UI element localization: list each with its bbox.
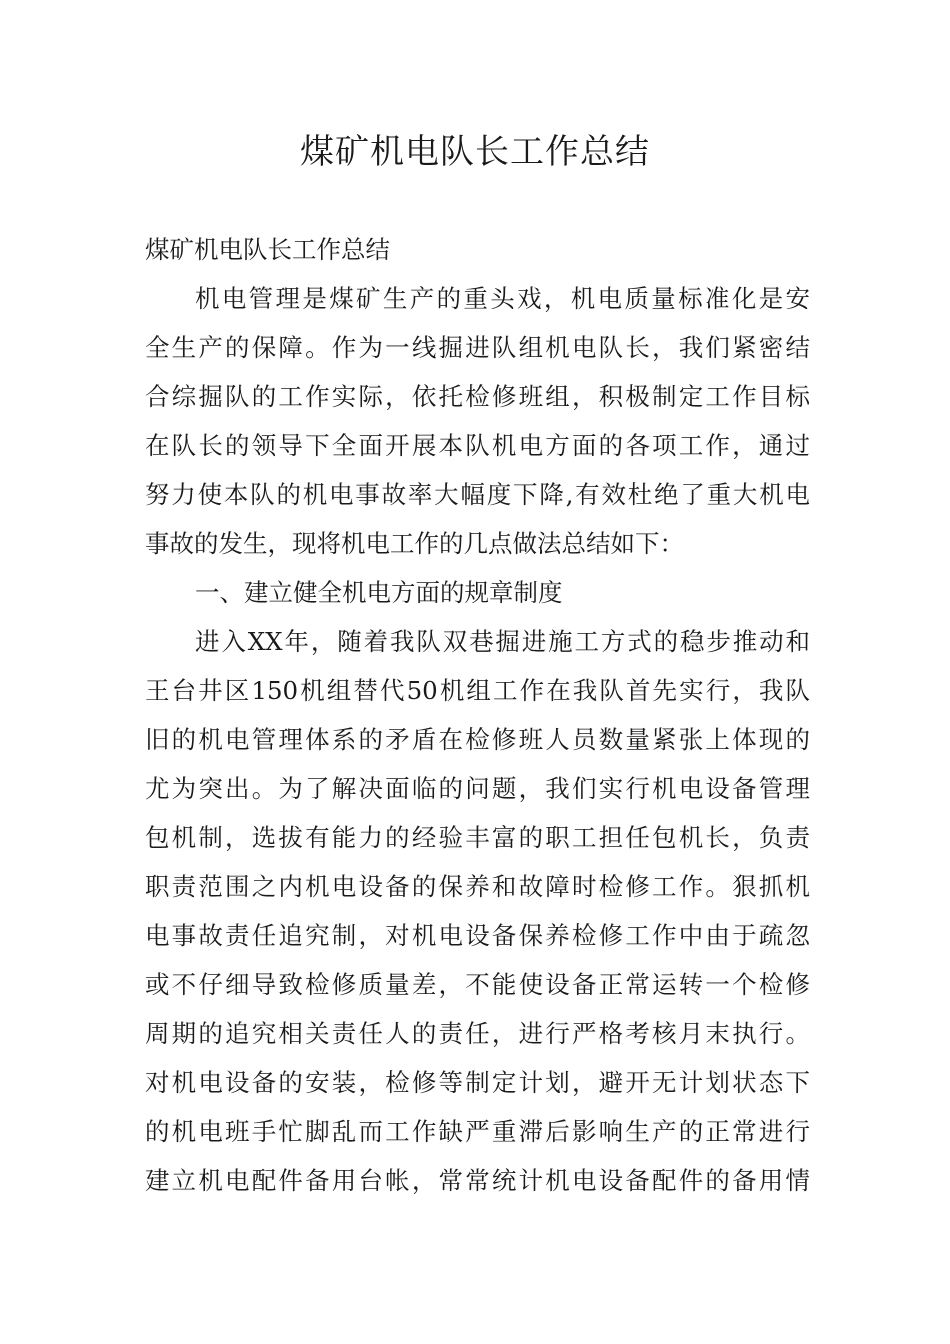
text-line: 职责范围之内机电设备的保养和故障时检修工作。狠抓机 bbox=[145, 872, 810, 901]
document-title: 煤矿机电队长工作总结 bbox=[300, 132, 650, 172]
text-line: 的机电班手忙脚乱而工作缺严重滞后影响生产的正常进行 bbox=[145, 1117, 810, 1146]
text-line: 全生产的保障。作为一线掘进队组机电队长，我们紧密结 bbox=[145, 333, 810, 362]
document-body bbox=[145, 225, 810, 1205]
text-line: 进入XX年，随着我队双巷掘进施工方式的稳步推动和 bbox=[195, 627, 810, 656]
text-line: 建立机电配件备用台帐，常常统计机电设备配件的备用情 bbox=[145, 1166, 810, 1195]
text-line: 对机电设备的安装，检修等制定计划，避开无计划状态下 bbox=[145, 1068, 810, 1097]
text-line: 周期的追究相关责任人的责任，进行严格考核月末执行。 bbox=[145, 1019, 810, 1048]
text-line: 努力使本队的机电事故率大幅度下降,有效杜绝了重大机电 bbox=[145, 480, 810, 509]
text-line: 煤矿机电队长工作总结 bbox=[145, 235, 390, 264]
text-line: 旧的机电管理体系的矛盾在检修班人员数量紧张上体现的 bbox=[145, 725, 810, 754]
text-line: 电事故责任追究制，对机电设备保养检修工作中由于疏忽 bbox=[145, 921, 810, 950]
text-line: 机电管理是煤矿生产的重头戏，机电质量标准化是安 bbox=[195, 284, 810, 313]
text-line: 事故的发生，现将机电工作的几点做法总结如下： bbox=[145, 529, 684, 558]
text-line: 或不仔细导致检修质量差，不能使设备正常运转一个检修 bbox=[145, 970, 810, 999]
text-line: 合综掘队的工作实际，依托检修班组，积极制定工作目标 bbox=[145, 382, 810, 411]
text-line: 尤为突出。为了解决面临的问题，我们实行机电设备管理 bbox=[145, 774, 810, 803]
text-line: 一、建立健全机电方面的规章制度 bbox=[195, 578, 563, 607]
text-line: 包机制，选拔有能力的经验丰富的职工担任包机长，负责 bbox=[145, 823, 810, 852]
text-line: 在队长的领导下全面开展本队机电方面的各项工作，通过 bbox=[145, 431, 810, 460]
text-line: 王台井区150机组替代50机组工作在我队首先实行，我队 bbox=[145, 676, 810, 705]
